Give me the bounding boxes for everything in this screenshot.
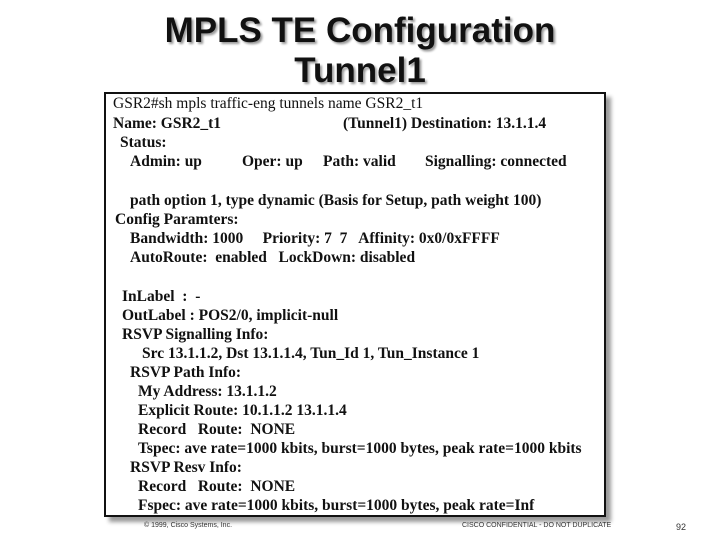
command-line: GSR2#sh mpls traffic-eng tunnels name GSR2_t1 <box>113 95 424 112</box>
rsvp-src-dst: Src 13.1.1.2, Dst 13.1.1.4, Tun_Id 1, Tun_Instance 1 <box>142 345 480 362</box>
in-label: InLabel : - <box>122 288 201 305</box>
rsvp-signalling-label: RSVP Signalling Info: <box>122 326 269 343</box>
tunnel-destination: (Tunnel1) Destination: 13.1.1.4 <box>343 115 547 132</box>
rsvp-path-label: RSVP Path Info: <box>130 364 242 381</box>
slide-title: MPLS TE Configuration <box>164 11 556 50</box>
fspec-line: Fspec: ave rate=1000 kbits, burst=1000 bytes, peak rate=Inf <box>138 497 535 514</box>
rsvp-resv-label: RSVP Resv Info: <box>130 459 242 476</box>
path-option: path option 1, type dynamic (Basis for Setup, path weight 100) <box>130 192 542 209</box>
status-label: Status: <box>120 134 167 151</box>
copyright-footer: © 1999, Cisco Systems, Inc. <box>144 522 233 529</box>
config-parameters-label: Config Paramters: <box>115 211 239 228</box>
out-label: OutLabel : POS2/0, implicit-null <box>122 307 339 324</box>
autoroute-line: AutoRoute: enabled LockDown: disabled <box>130 249 416 266</box>
page-number: 92 <box>676 522 687 532</box>
explicit-route: Explicit Route: 10.1.1.2 13.1.1.4 <box>138 402 347 419</box>
oper-status: Oper: up <box>242 153 303 170</box>
confidential-footer: CISCO CONFIDENTIAL - DO NOT DUPLICATE <box>462 522 612 529</box>
admin-status: Admin: up <box>130 153 202 170</box>
record-route-path: Record Route: NONE <box>138 421 296 438</box>
path-status: Path: valid <box>323 153 396 170</box>
record-route-resv: Record Route: NONE <box>138 478 296 495</box>
bandwidth-line: Bandwidth: 1000 Priority: 7 7 Affinity: 0x0/0xFFFF <box>130 230 500 247</box>
tunnel-name: Name: GSR2_t1 <box>113 115 222 132</box>
signalling-status: Signalling: connected <box>425 153 567 170</box>
slide-subtitle: Tunnel1 <box>294 51 426 90</box>
my-address: My Address: 13.1.1.2 <box>138 383 277 400</box>
tspec-line: Tspec: ave rate=1000 kbits, burst=1000 bytes, peak rate=1000 kbits <box>138 440 582 457</box>
